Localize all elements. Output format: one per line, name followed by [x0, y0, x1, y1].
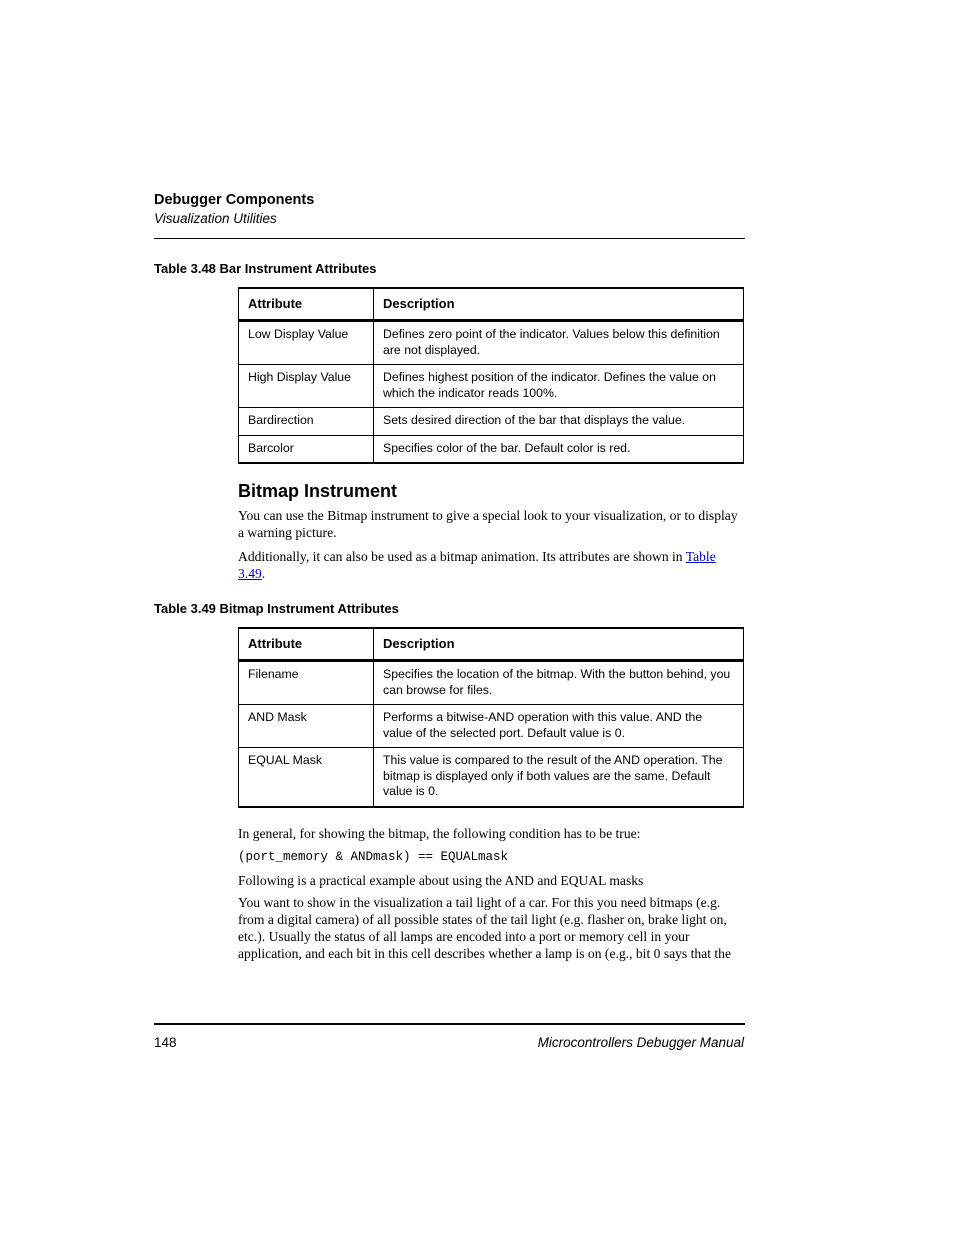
paragraph-text: Additionally, it can also be used as a bitmap animation. Its attributes are shown in	[238, 549, 686, 564]
table-header-row	[239, 288, 744, 321]
table-row	[239, 748, 744, 807]
column-header-attribute: Attribute	[239, 288, 374, 321]
attribute-cell: Bardirection	[239, 408, 374, 436]
table-caption-3-49: Table 3.49 Bitmap Instrument Attributes	[154, 601, 399, 616]
description-cell: Performs a bitwise-AND operation with this value. AND the value of the selected port. Default value is 0.	[374, 705, 744, 748]
section-heading: Bitmap Instrument	[238, 481, 398, 501]
bar-instrument-table	[238, 287, 744, 464]
page-number: 148	[154, 1035, 177, 1050]
attribute-cell: Low Display Value	[239, 321, 374, 365]
description-cell: This value is compared to the result of the AND operation. The bitmap is displayed only if both values are the same. Default value is 0.	[374, 748, 744, 807]
example-intro-paragraph: Following is a practical example about using the AND and EQUAL masks	[238, 873, 644, 888]
condition-code: (port_memory & ANDmask) == EQUALmask	[238, 850, 509, 864]
bitmap-instrument-table	[238, 627, 744, 808]
table-row	[239, 408, 744, 436]
attribute-cell: EQUAL Mask	[239, 748, 374, 807]
column-header-description: Description	[374, 288, 744, 321]
description-cell: Defines highest position of the indicator. Defines the value on which the indicator reads 100%.	[374, 365, 744, 408]
example-paragraph: You want to show in the visualization a tail light of a car. For this you need bitmaps (e.g. from a digital camera) of all possible states of the tail light (e.g. flasher on, brake light on, etc.). Usually the status of all lamps are encoded into a port or memory cell in your application, and each bit in this cell describes whether a lamp is on (e.g., bit 0 says that the	[238, 895, 732, 961]
manual-title: Microcontrollers Debugger Manual	[537, 1035, 744, 1050]
column-header-description: Description	[374, 628, 744, 661]
section-paragraph-with-link	[238, 548, 744, 582]
table-caption-3-48: Table 3.48 Bar Instrument Attributes	[154, 261, 377, 276]
description-cell: Sets desired direction of the bar that displays the value.	[374, 408, 744, 436]
column-header-attribute: Attribute	[239, 628, 374, 661]
table-row	[239, 321, 744, 365]
table-row	[239, 661, 744, 705]
table-row	[239, 435, 744, 463]
running-header-title: Debugger Components	[154, 192, 315, 208]
attribute-cell: High Display Value	[239, 365, 374, 408]
section-paragraph: You can use the Bitmap instrument to give a special look to your visualization, or to display a warning picture.	[238, 508, 738, 540]
table-row	[239, 705, 744, 748]
header-rule	[154, 238, 745, 239]
table-header-row	[239, 628, 744, 661]
attribute-cell: Barcolor	[239, 435, 374, 463]
running-header-subtitle: Visualization Utilities	[154, 211, 277, 226]
description-cell: Specifies color of the bar. Default color is red.	[374, 435, 744, 463]
attribute-cell: Filename	[239, 661, 374, 705]
attribute-cell: AND Mask	[239, 705, 374, 748]
description-cell: Defines zero point of the indicator. Values below this definition are not displayed.	[374, 321, 744, 365]
table-3-49-link[interactable]: Table 3.49	[238, 549, 716, 581]
description-cell: Specifies the location of the bitmap. With the button behind, you can browse for files.	[374, 661, 744, 705]
table-row	[239, 365, 744, 408]
condition-paragraph: In general, for showing the bitmap, the following condition has to be true:	[238, 826, 641, 841]
footer-rule	[154, 1023, 745, 1025]
paragraph-end: .	[261, 566, 266, 581]
